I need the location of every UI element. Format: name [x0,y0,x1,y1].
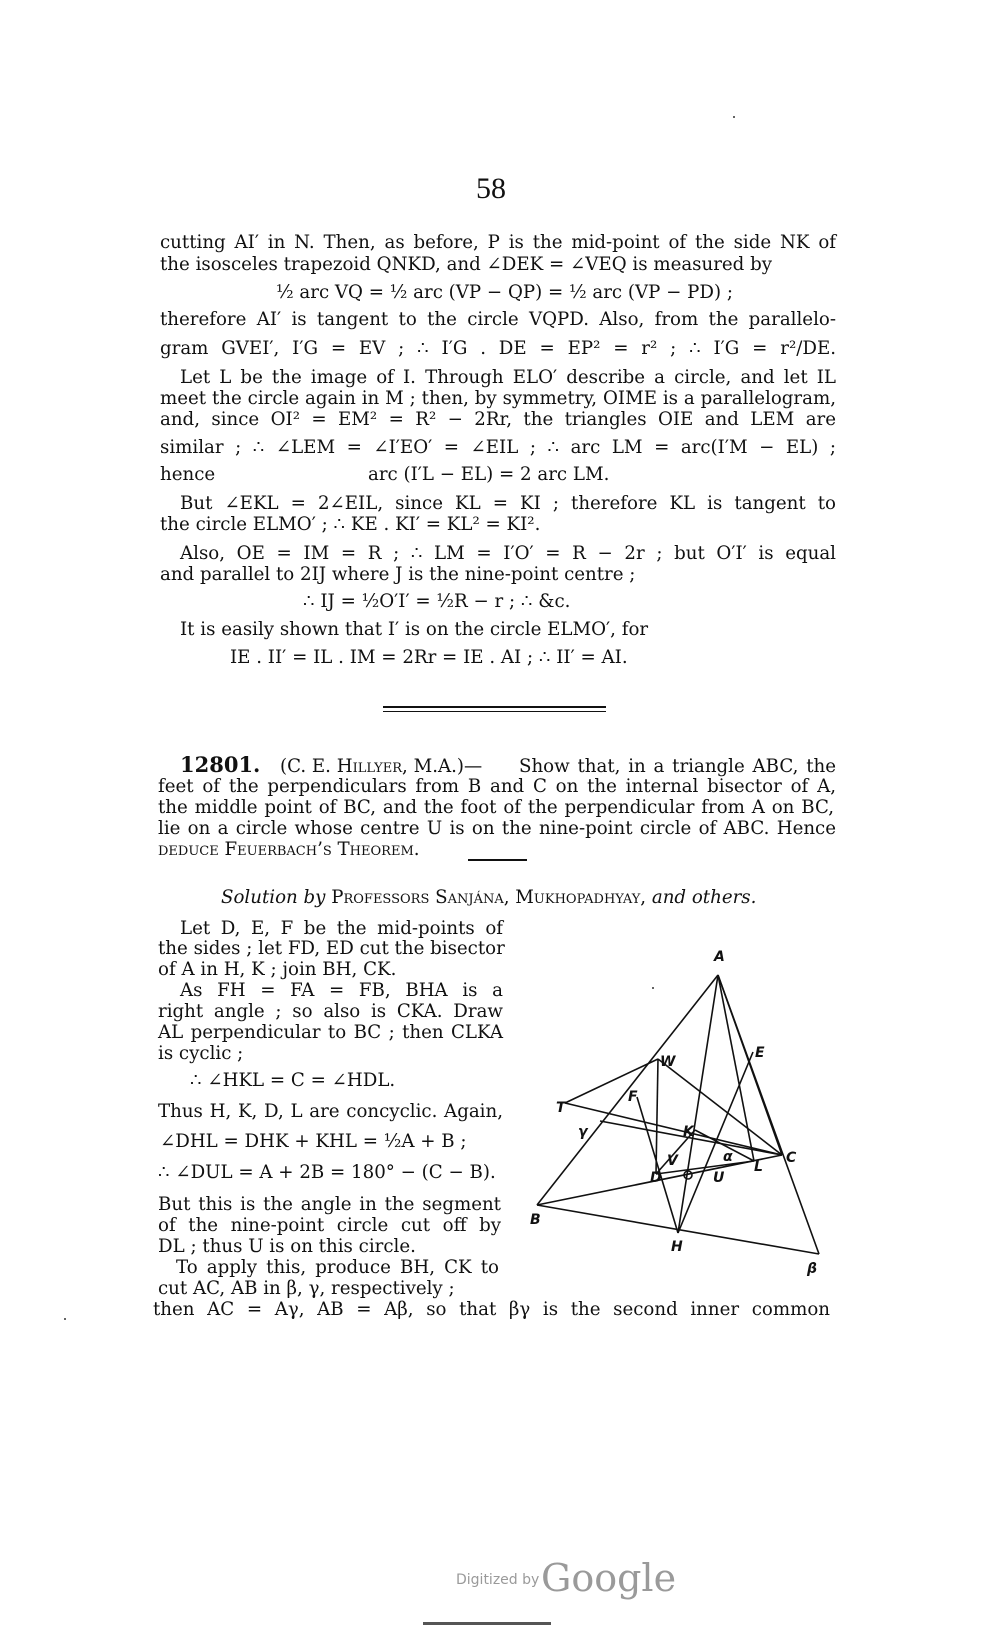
question-author: (C. E. Hillyer, M.A.)— [279,756,483,777]
label-C: C [786,1150,797,1166]
proof-line: cutting AI′ in N. Then, as before, P is the mid-point of the side NK of [160,232,836,253]
solution-equation: ∴ ∠HKL = C = ∠HDL. [190,1070,396,1091]
question-line: deduce Feuerbach’s Theorem. [158,839,420,860]
label-F: F [628,1089,638,1105]
solution-heading-names: Professors Sanjána, Mukhopadhyay, [331,887,647,908]
proof-equation: ½ arc VQ = ½ arc (VP − QP) = ½ arc (VP − PD) ; [276,282,733,303]
proof-equation: ∴ IJ = ½O′I′ = ½R − r ; ∴ &c. [303,591,571,612]
print-speck [64,1318,66,1320]
solution-heading [221,887,756,909]
page-number: 58 [476,172,506,205]
bottom-edge-mark [423,1622,551,1625]
proof-line: But ∠EKL = 2∠EIL, since KL = KI ; therefore KL is tangent to [180,493,836,514]
separator-rule-bottom [383,711,606,712]
proof-line: Let L be the image of I. Through ELO′ describe a circle, and let IL [180,367,836,388]
print-speck [652,987,654,989]
solution-line: of A in H, K ; join BH, CK. [158,959,397,980]
line-A-beta [718,975,819,1254]
solution-line: then AC = Aγ, AB = Aβ, so that βγ is the second inner common [153,1299,830,1320]
label-U: U [713,1170,725,1186]
label-V: V [667,1153,678,1169]
figure-lines [537,975,819,1254]
proof-equation: IE . II′ = IL . IM = 2Rr = IE . AI ; ∴ II′ = AI. [230,647,628,668]
solution-line: Let D, E, F be the mid-points of [180,918,503,939]
line-T-W [565,1059,658,1103]
proof-line: the isosceles trapezoid QNKD, and ∠DEK = ∠VEQ is measured by [160,254,773,275]
proof-line: Also, OE = IM = R ; ∴ LM = I′O′ = R − 2r ; but O′I′ is equal [180,543,836,564]
label-alpha: α [723,1149,733,1165]
proof-line: and, since OI² = EM² = R² − 2Rr, the triangles OIE and LEM are [160,409,836,430]
label-W: W [660,1054,676,1070]
solution-line: the sides ; let FD, ED cut the bisector [158,938,505,959]
digitized-by-label: Digitized by [456,1572,540,1588]
bisector-line [678,975,718,1233]
proof-line: the circle ELMO′ ; ∴ KE . KI′ = KL² = KI². [160,514,541,535]
solution-heading-prefix: Solution by [221,887,326,908]
solution-line: AL perpendicular to BC ; then CLKA [158,1022,503,1043]
label-L: L [754,1159,763,1175]
proof-line: gram GVEI′, I′G = EV ; ∴ I′G . DE = EP² = r² ; ∴ I′G = r²/DE. [160,338,836,359]
label-beta: β [807,1261,818,1277]
print-speck [733,116,735,118]
proof-line: and parallel to 2IJ where J is the nine-point centre ; [160,564,636,585]
solution-line: But this is the angle in the segment [158,1194,501,1215]
label-K: K [683,1124,694,1140]
solution-line: DL ; thus U is on this circle. [158,1236,416,1257]
label-E: E [755,1045,765,1061]
solution-equation: ∠DHL = DHK + KHL = ½A + B ; [160,1131,467,1152]
proof-line: It is easily shown that I′ is on the circle ELMO′, for [180,619,649,640]
line-W-D [656,1059,658,1174]
question-number: 12801. [180,752,261,777]
solution-line: is cyclic ; [158,1043,244,1064]
label-T: T [556,1100,566,1116]
proof-line: meet the circle again in M ; then, by symmetry, OIME is a parallelogram, [160,388,836,409]
solution-heading-suffix: and others. [651,887,757,908]
solution-line: As FH = FA = FB, BHA is a [180,980,503,1001]
question-line: lie on a circle whose centre U is on the nine-point circle of ABC. Hence [158,818,836,839]
label-B: B [530,1212,541,1228]
solution-line: To apply this, produce BH, CK to [176,1257,499,1278]
proof-line: therefore AI′ is tangent to the circle VQPD. Also, from the parallelo- [160,309,836,330]
google-logo: Google [541,1556,677,1600]
end-of-question-rule [468,859,527,861]
proof-line: similar ; ∴ ∠LEM = ∠I′EO′ = ∠EIL ; ∴ arc LM = arc(I′M − EL) ; [160,437,836,458]
solution-equation: ∴ ∠DUL = A + 2B = 180° − (C − B). [158,1162,496,1183]
line-E-H [678,1052,753,1233]
solution-line: of the nine-point circle cut off by [158,1215,501,1236]
geometry-figure [530,949,880,1315]
separator-rule-top [383,706,606,708]
solution-line: right angle ; so also is CKA. Draw [158,1001,503,1022]
solution-line: cut AC, AB in β, γ, respectively ; [158,1278,455,1299]
label-A: A [714,949,725,965]
proof-line: hence [160,464,216,485]
solution-line: Thus H, K, D, L are concyclic. Again, [158,1101,503,1122]
question-line: the middle point of BC, and the foot of the perpendicular from A on BC, [158,797,834,818]
figure-labels [530,949,817,1277]
question-line: feet of the perpendiculars from B and C on the internal bisector of A, [158,776,836,797]
label-D: D [650,1170,662,1186]
label-H: H [671,1239,683,1255]
proof-equation: arc (I′L − EL) = 2 arc LM. [368,464,610,485]
line-A-L [718,975,754,1161]
label-gamma: γ [578,1124,588,1140]
question-line: Show that, in a triangle ABC, the [519,756,836,777]
question-header [180,754,482,778]
